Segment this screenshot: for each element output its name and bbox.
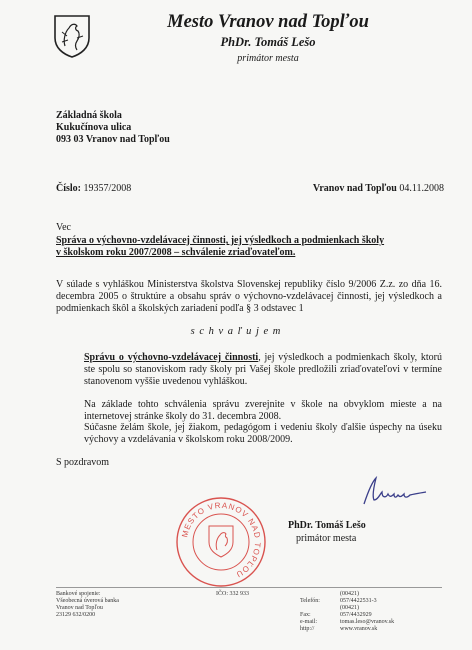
letter-date [313,183,444,194]
handwritten-signature [360,474,430,510]
footer-fax [300,605,380,619]
reference-value: 19357/2008 [83,183,132,194]
footer-divider [56,587,442,588]
letterhead-title: Mesto Vranov nad Topľou [167,12,369,32]
footer-bank-line: Vranov nad Topľou [56,605,103,611]
stamp-text: MESTO VRANOV NAD TOPĽOU [180,500,263,580]
footer-web-label: http:// [300,626,315,632]
subject-label: Vec [56,222,71,233]
footer-email-label: e-mail: [300,619,317,625]
svg-text:MESTO VRANOV NAD TOPĽOU [180,501,262,579]
footer-web [300,626,380,633]
recipient-line: Kukučínova ulica [56,122,132,133]
body-paragraph-1: V súlade s vyhláškou Ministerstva školstva Slovenskej republiky číslo 9/2006 Z.z. zo dňa 16. decembra 2005 o štruktúre a obsahu správ o výchovno-vzdelávacej činnosti, jej výsledkoch a podmienkach škôl a školských zariadení podľa § 3 odstavec 1 [56,279,442,314]
report-title: Správu o výchovno-vzdelávacej činnosti [84,352,259,363]
signatory-name: PhDr. Tomáš Lešo [288,520,366,531]
date-value: 04.11.2008 [399,183,444,194]
official-stamp [175,496,267,588]
recipient-line: 093 03 Vranov nad Topľou [56,134,170,145]
recipient-address [56,110,170,146]
recipient-line: Základná škola [56,110,122,121]
signatory-role: primátor mesta [296,533,357,544]
footer-bank [56,591,119,619]
body-paragraph-2-rest: , jej výsledkoch a podmienkach školy, ktorú ste spolu so stanoviskom rady školy pri Vašej škole predložili zriaďovateľovi v termíne stanovenom vyššie uvedenou vyhláškou. [84,352,443,387]
subject-text [56,235,436,259]
footer-bank-line: Bankové spojenie: [56,591,101,597]
reference-label: Číslo: [56,183,81,194]
footer-bank-line: 23129 632/0200 [56,612,96,618]
closing-greeting: S pozdravom [56,457,110,468]
footer-fax-label: Fax: [300,612,311,618]
body-paragraph-4: Súčasne želám škole, jej žiakom, pedagógom i vedeniu školy ďalšie úspechy na úseku výchovy a vzdelávania v školskom roku 2008/2009. [84,422,442,445]
footer-ico: IČO: 332 933 [216,591,249,597]
letterhead-role: primátor mesta [237,53,299,64]
footer-email-link[interactable]: tomas.leso@vranov.sk [340,619,395,625]
date-place: Vranov nad Topľou [312,183,397,194]
footer-phone-label: Telefón: [300,598,320,604]
letterhead-name: PhDr. Tomáš Lešo [220,35,316,49]
subject-line: Správa o výchovno-vzdelávacej činnosti, jej výsledkoch a podmienkach školy [56,235,385,246]
body-paragraph-2 [84,352,442,388]
stamp-crest-icon [209,526,233,557]
footer-phone-value: (00421) 057/4422531-3 [340,591,377,604]
footer-bank-line: Všeobecná úverová banka [56,598,119,604]
resolution-word: s c h v a ľ u j e m [190,326,282,337]
footer-fax-value: (00421) 057/4432929 [340,605,372,618]
reference-number [56,183,131,194]
body-paragraph-3: Na základe tohto schválenia správu zverejnite v škole na obvyklom mieste a na internetovej stránke školy do 31. decembra 2008. [84,399,442,422]
footer-email [300,619,395,626]
footer-phone [300,591,380,605]
footer-contacts [300,591,395,633]
footer-web-link[interactable]: www.vranov.sk [340,626,378,632]
subject-line: v školskom roku 2007/2008 – schválenie zriaďovateľom. [56,247,296,258]
